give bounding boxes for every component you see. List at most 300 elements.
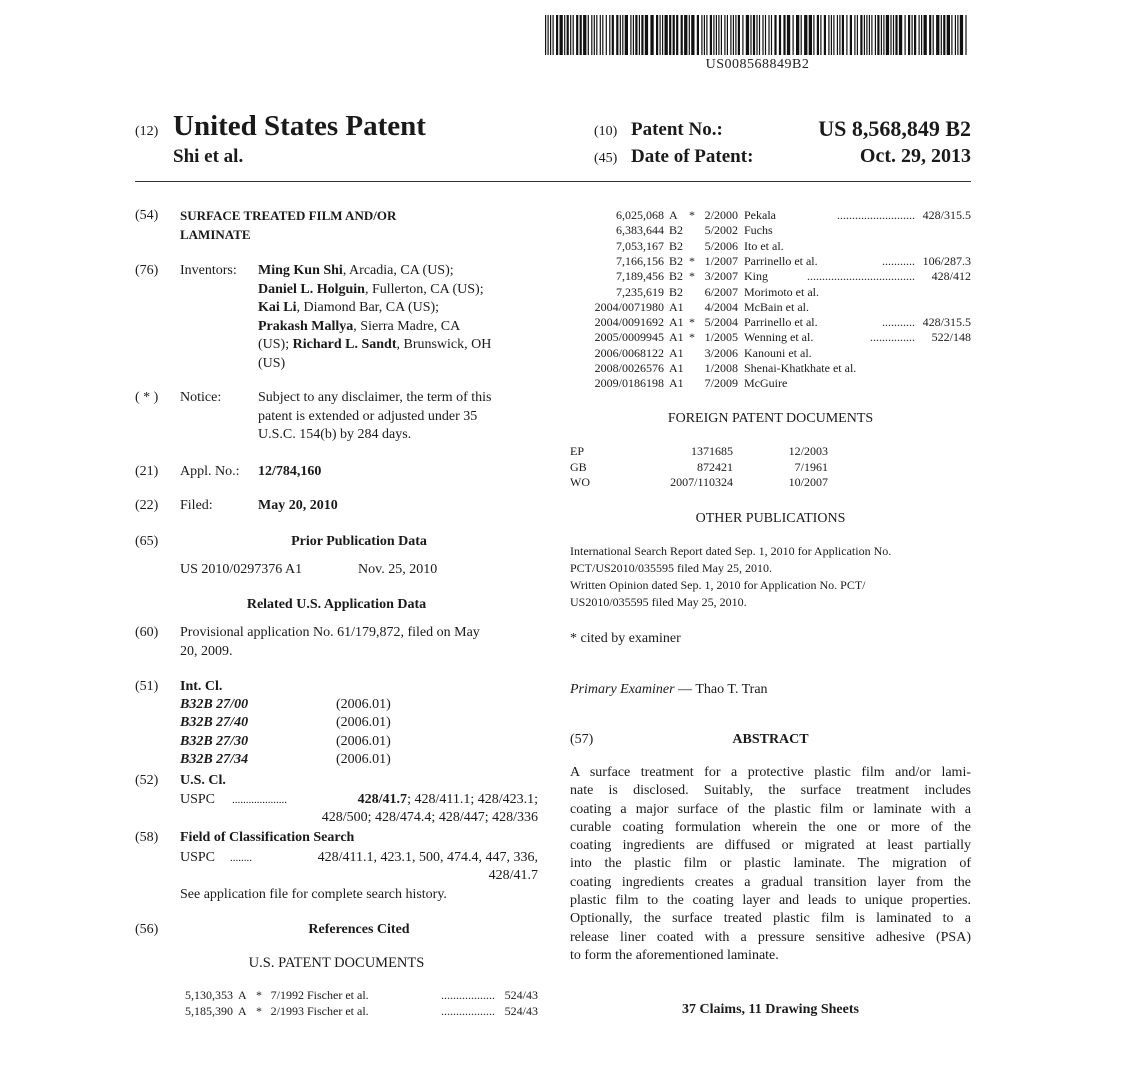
barcode-bar	[635, 15, 637, 55]
barcode-bar	[895, 15, 897, 55]
reference-row	[570, 254, 971, 269]
inventor-location: , Arcadia, CA (US);	[342, 263, 454, 278]
barcode-bar	[774, 15, 776, 55]
barcode-bar	[783, 15, 785, 55]
field-dots: ........	[230, 852, 252, 864]
barcode-bar	[860, 15, 862, 55]
filed-label: Filed:	[180, 498, 213, 513]
header-rule	[135, 181, 971, 182]
barcode-bar	[738, 15, 740, 55]
barcode-bar	[567, 15, 569, 55]
ref-name: Kanouni et al.	[744, 345, 812, 360]
appl-label: Appl. No.:	[180, 464, 240, 479]
ref-star: *	[689, 330, 695, 345]
barcode-bar	[753, 15, 755, 55]
provisional-line: 20, 2009.	[180, 643, 233, 659]
barcode-bar	[804, 15, 807, 55]
intcl-year: (2006.01)	[336, 734, 391, 749]
code-10: (10)	[594, 124, 618, 139]
foreign-date: 7/1961	[794, 459, 828, 474]
ref-star: *	[689, 269, 695, 284]
ref-kind: A1	[669, 361, 684, 375]
ref-kind: A1	[669, 345, 684, 360]
barcode-bar	[564, 15, 565, 55]
barcode-bar	[871, 15, 872, 55]
barcode-bar	[553, 15, 554, 55]
barcode-bar	[957, 15, 958, 55]
abstract-line: coating ingredients are diffused or migrated at least partially	[570, 838, 971, 854]
barcode-bar	[548, 15, 549, 55]
us-docs-heading: U.S. PATENT DOCUMENTS	[248, 955, 425, 971]
abstract-line: nate is disclosed. Suitably, the surface treatment includes	[570, 783, 971, 799]
examiner	[570, 681, 768, 700]
invention-title-line: SURFACE TREATED FILM AND/OR	[180, 208, 397, 223]
filed-date: May 20, 2010	[258, 498, 338, 513]
other-publications	[570, 543, 971, 611]
patent-title: United States Patent	[173, 110, 426, 142]
ref-star: *	[256, 988, 262, 1002]
ref-date: 7/2009	[704, 376, 738, 391]
ref-date: 5/2002	[704, 223, 738, 238]
foreign-country: EP	[570, 444, 585, 458]
ref-kind: B2	[669, 253, 684, 268]
inventor-line	[258, 262, 538, 281]
other-pub-line: Written Opinion dated Sep. 1, 2010 for Application No. PCT/	[570, 578, 866, 592]
ref-number: 2005/0009945	[594, 330, 664, 345]
barcode-bar	[556, 15, 558, 55]
abstract-text	[570, 764, 971, 965]
barcode-bar	[625, 15, 628, 55]
abstract-line: coating ingredients creates a gradual transition layer from the	[570, 874, 971, 890]
barcode-bar	[650, 15, 653, 55]
barcode-bar	[828, 15, 829, 55]
ref-class: 524/43	[504, 988, 538, 1002]
foreign-date: 10/2007	[788, 475, 828, 489]
barcode-bar	[669, 15, 671, 55]
ref-number: 6,025,068	[616, 208, 664, 222]
ref-name: King	[744, 269, 768, 284]
abstract-line: into the plastic film or plastic laminate. The migration of	[570, 856, 971, 872]
barcode-bar	[727, 15, 728, 55]
barcode-bar	[768, 15, 769, 55]
ref-star: *	[689, 208, 695, 222]
barcode-bar	[796, 15, 799, 55]
examiner-label: Primary Examiner	[570, 682, 675, 697]
invention-title-line: LAMINATE	[180, 226, 251, 242]
barcode-bar	[886, 15, 889, 55]
code-60: (60)	[135, 625, 159, 640]
invention-title	[180, 207, 396, 244]
barcode-bar	[801, 15, 802, 55]
patent-date: Oct. 29, 2013	[859, 145, 971, 167]
barcode-bar	[833, 15, 834, 55]
reference-row	[570, 315, 971, 330]
intcl-code: B32B 27/34	[180, 752, 249, 767]
ref-kind: B2	[669, 238, 684, 253]
notice-line: U.S.C. 154(b) by 284 days.	[258, 427, 412, 442]
inventor-location: (US)	[258, 355, 286, 371]
notice-label: Notice:	[180, 390, 222, 405]
barcode-bar	[600, 15, 601, 55]
barcode-bar	[850, 15, 852, 55]
intcl-year: (2006.01)	[336, 752, 391, 767]
barcode-bar	[750, 15, 751, 55]
inventor-name: Ming Kun Shi	[258, 263, 343, 278]
barcode-bar	[545, 15, 546, 55]
barcode-bar	[905, 15, 906, 55]
barcode-bar	[881, 15, 882, 55]
barcode-bar	[735, 15, 736, 55]
ref-star: *	[689, 253, 695, 268]
inventor-name: Richard L. Sandt	[292, 337, 397, 352]
ref-number: 7,189,456	[616, 269, 664, 284]
barcode-bar	[875, 15, 876, 55]
inventor-line	[258, 355, 538, 374]
ref-dots: ..........................	[837, 208, 915, 222]
ref-dots: ...........	[882, 253, 915, 268]
ref-number: 5,185,390	[185, 1003, 233, 1018]
uspc-main: 428/41.7	[357, 792, 408, 807]
barcode-bar	[912, 15, 913, 55]
code-56: (56)	[135, 922, 159, 937]
prior-pub-date: Nov. 25, 2010	[358, 562, 438, 577]
ref-date: 5/2004	[704, 315, 738, 330]
notice-text	[258, 389, 538, 445]
ref-name: Fuchs	[744, 223, 773, 238]
ref-date: 4/2004	[704, 299, 738, 314]
barcode-bar	[550, 15, 551, 55]
barcode-bar	[864, 15, 865, 55]
barcode-bar	[704, 15, 705, 55]
code-58: (58)	[135, 830, 159, 845]
ref-star: *	[689, 315, 695, 330]
code-22: (22)	[135, 498, 159, 513]
barcode-bar	[576, 15, 578, 55]
barcode-bar	[697, 15, 699, 55]
foreign-row	[570, 460, 830, 475]
field-line2: 428/41.7	[488, 868, 538, 883]
code-21: (21)	[135, 464, 159, 479]
barcode-bar	[713, 15, 714, 55]
ref-number: 2009/0186198	[594, 376, 664, 391]
ref-dots: ...............	[870, 330, 915, 345]
barcode-bar	[665, 15, 668, 55]
ref-date: 1/2008	[704, 361, 738, 375]
ref-kind: A1	[669, 299, 684, 314]
abstract-heading: ABSTRACT	[732, 732, 809, 747]
inventor-location: , Brunswick, OH	[396, 337, 492, 352]
prior-pub-number: US 2010/0297376 A1	[180, 562, 303, 577]
barcode-bar	[724, 15, 725, 55]
barcode-bar	[779, 15, 781, 55]
ref-number: 5,130,353	[185, 988, 233, 1002]
uspc-line1	[358, 791, 538, 810]
ref-date: 6/2007	[704, 284, 738, 299]
barcode-bar	[645, 15, 648, 55]
inventor-location: , Fullerton, CA (US);	[364, 281, 484, 297]
ref-number: 7,166,156	[616, 253, 664, 268]
other-pub-line: International Search Report dated Sep. 1, 2010 for Application No.	[570, 544, 892, 558]
inventor-location: , Diamond Bar, CA (US);	[296, 300, 440, 315]
barcode-bar	[612, 15, 614, 55]
barcode-bar	[721, 15, 722, 55]
ref-name: Pekala	[744, 208, 776, 222]
field-search-label: Field of Classification Search	[180, 830, 355, 845]
code-54: (54)	[135, 208, 159, 223]
ref-number: 2008/0026576	[594, 361, 664, 375]
barcode-bar	[641, 15, 643, 55]
ref-name: Wenning et al.	[744, 330, 814, 345]
barcode-bar	[936, 15, 939, 55]
barcode-bar	[955, 15, 956, 55]
ref-name: Parrinello et al.	[744, 253, 818, 268]
barcode-bar	[673, 15, 675, 55]
ref-date: 1/2007	[704, 253, 738, 268]
barcode-bar	[656, 15, 658, 55]
ref-date: 3/2006	[704, 345, 738, 360]
inventor-location: (US);	[258, 337, 293, 352]
barcode-bar	[606, 15, 607, 55]
barcode-bar	[787, 15, 790, 55]
barcode-bar	[684, 15, 687, 55]
examiner-name: — Thao T. Tran	[674, 682, 768, 697]
barcode-bar	[921, 15, 922, 55]
barcode-bar	[742, 15, 743, 55]
foreign-heading: FOREIGN PATENT DOCUMENTS	[667, 411, 874, 426]
ref-number: 2006/0068122	[594, 345, 664, 360]
ref-date: 3/2007	[704, 269, 738, 284]
barcode-bar	[616, 15, 618, 55]
barcode-bar	[857, 15, 858, 55]
ref-kind: A1	[669, 376, 684, 391]
ref-date: 1/2005	[704, 330, 738, 345]
ref-date: 2/1993	[270, 1003, 304, 1018]
uspc-label: USPC	[180, 792, 216, 807]
other-pub-line: US2010/035595 filed May 25, 2010.	[570, 595, 747, 609]
ref-name: Morimoto et al.	[744, 284, 819, 299]
ref-name: Fischer et al.	[307, 988, 369, 1002]
reference-row	[570, 376, 971, 391]
barcode-bar	[609, 15, 610, 55]
ref-date: 2/2000	[704, 208, 738, 222]
code-notice: ( * )	[135, 390, 159, 405]
barcode-bar	[771, 15, 772, 55]
uspc-rest: ; 428/411.1; 428/423.1;	[407, 792, 538, 807]
reference-row	[570, 361, 971, 376]
code-65: (65)	[135, 534, 159, 549]
ref-class: 522/148	[931, 330, 971, 345]
ref-name: Shenai-Khatkhate et al.	[744, 361, 857, 375]
barcode-bar	[662, 15, 663, 55]
barcode-bar	[580, 15, 582, 55]
barcode-bar	[639, 15, 640, 55]
other-heading: OTHER PUBLICATIONS	[695, 511, 846, 526]
barcode-bar	[730, 15, 731, 55]
inventor-short: Shi et al.	[173, 146, 244, 167]
inventors-label: Inventors:	[180, 263, 237, 278]
barcode-bar	[759, 15, 760, 55]
barcode-bar	[951, 15, 952, 55]
barcode-bar	[681, 15, 683, 55]
patent-number: US 8,568,849 B2	[818, 116, 971, 141]
barcode-bar	[594, 15, 595, 55]
patent-no-label: Patent No.:	[631, 119, 723, 140]
barcode-bar	[831, 15, 832, 55]
ref-name: Fischer et al.	[307, 1003, 369, 1018]
barcode-bar	[573, 15, 574, 55]
ref-dots: ....................................	[807, 269, 915, 284]
barcode-bar	[933, 15, 934, 55]
barcode-bar	[701, 15, 702, 55]
barcode-bar	[842, 15, 844, 55]
ref-dots: ...........	[882, 315, 915, 330]
barcode-bar	[965, 15, 966, 55]
barcode-bar	[960, 15, 963, 55]
ref-class: 428/315.5	[922, 208, 971, 222]
code-12: (12)	[135, 124, 159, 139]
foreign-country: GB	[570, 459, 587, 474]
abstract-line: curable coating formulation wherein the one or more of the	[570, 819, 971, 835]
barcode-bar	[762, 15, 763, 55]
foreign-number: 1371685	[691, 444, 733, 458]
uspc-line2: 428/500; 428/474.4; 428/447; 428/336	[321, 810, 538, 825]
ref-dots: ..................	[441, 1003, 495, 1018]
ref-kind: A	[238, 1003, 247, 1018]
barcode-bar	[893, 15, 894, 55]
barcode-bar	[824, 15, 826, 55]
barcode-bar	[820, 15, 821, 55]
barcode-bar	[929, 15, 931, 55]
barcode-bar	[620, 15, 621, 55]
barcode-bar	[866, 15, 867, 55]
ref-name: McGuire	[744, 376, 788, 391]
abstract-line: coating a major surface of the plastic film or laminate with a	[570, 801, 971, 817]
barcode-bar	[733, 15, 734, 55]
ref-kind: A1	[669, 315, 684, 330]
ref-number: 2004/0091692	[594, 315, 664, 330]
date-label: Date of Patent:	[631, 146, 754, 167]
barcode-bar	[869, 15, 870, 55]
field-see: See application file for complete search history.	[180, 887, 447, 902]
foreign-country: WO	[570, 475, 590, 489]
ref-number: 7,053,167	[616, 238, 664, 253]
barcode-number: US008568849B2	[705, 57, 810, 72]
intcl-code: B32B 27/00	[180, 697, 249, 712]
code-76: (76)	[135, 263, 159, 278]
reference-row	[570, 269, 971, 284]
barcode-bar	[765, 15, 766, 55]
barcode-bar	[941, 15, 942, 55]
barcode-bar	[591, 15, 592, 55]
ref-name: McBain et al.	[744, 299, 809, 314]
abstract-line: release liner coated with a pressure sensitive adhesive (PSA)	[570, 929, 971, 945]
intcl-label: Int. Cl.	[180, 679, 223, 694]
intcl-year: (2006.01)	[336, 715, 391, 730]
barcode-bar	[716, 15, 717, 55]
barcode-bar	[809, 15, 812, 55]
inventor-line	[258, 299, 538, 318]
barcode-bar	[947, 15, 950, 55]
barcode-bar	[630, 15, 631, 55]
related-heading: Related U.S. Application Data	[246, 597, 427, 612]
barcode-bar	[596, 15, 597, 55]
intcl-year: (2006.01)	[336, 697, 391, 712]
barcode-bar	[718, 15, 719, 55]
barcode-bar	[622, 15, 623, 55]
barcode-bar	[914, 15, 916, 55]
claims-summary: 37 Claims, 11 Drawing Sheets	[682, 1002, 859, 1017]
ref-number: 2004/0071980	[594, 299, 664, 314]
barcode-bar	[813, 15, 814, 55]
barcode-bar	[756, 15, 757, 55]
ref-dots: ..................	[441, 988, 495, 1002]
barcode-bar	[883, 15, 884, 55]
uscl-label: U.S. Cl.	[180, 773, 226, 788]
code-57: (57)	[570, 732, 594, 747]
ref-kind: A	[238, 988, 247, 1002]
reference-row	[170, 1004, 538, 1019]
ref-kind: B2	[669, 223, 684, 238]
reference-row	[570, 300, 971, 315]
abstract-line: A surface treatment for a protective plastic film and/or lami-	[570, 765, 971, 780]
code-52: (52)	[135, 773, 159, 788]
foreign-number: 2007/110324	[670, 475, 733, 489]
field-uspc-label: USPC	[180, 850, 216, 865]
barcode-bar	[710, 15, 712, 55]
barcode-bar	[877, 15, 879, 55]
barcode-bar	[839, 15, 840, 55]
foreign-row	[570, 475, 830, 490]
barcode-bar	[633, 15, 634, 55]
abstract-line: to form the aforementioned laminate.	[570, 947, 779, 963]
intcl-code: B32B 27/40	[180, 715, 249, 730]
barcode-bar	[854, 15, 855, 55]
barcode-bar	[817, 15, 819, 55]
barcode-bar	[837, 15, 838, 55]
barcode	[545, 15, 970, 55]
ref-number: 6,383,644	[616, 223, 664, 238]
inventors-list	[258, 262, 538, 373]
other-pub-line: PCT/US2010/035595 filed May 25, 2010.	[570, 561, 773, 575]
abstract-line: Optionally, the surface treated plastic film is laminated to a	[570, 911, 971, 927]
appl-number: 12/784,160	[258, 464, 322, 479]
ref-kind: A1	[669, 330, 684, 345]
barcode-bar	[899, 15, 902, 55]
reference-row	[570, 330, 971, 345]
barcode-bar	[706, 15, 707, 55]
ref-date: 5/2006	[704, 238, 738, 253]
ref-star: *	[256, 1003, 262, 1018]
barcode-bar	[793, 15, 794, 55]
reference-row	[570, 208, 971, 223]
barcode-bar	[924, 15, 927, 55]
barcode-bar	[570, 15, 571, 55]
uspc-dots: ....................	[232, 794, 287, 806]
barcode-bar	[602, 15, 603, 55]
barcode-bar	[846, 15, 847, 55]
prior-pub-heading: Prior Publication Data	[291, 534, 427, 549]
barcode-bar	[588, 15, 589, 55]
barcode-bar	[689, 15, 690, 55]
inventor-line	[258, 336, 538, 355]
ref-date: 7/1992	[270, 988, 304, 1002]
inventor-location: , Sierra Madre, CA	[353, 318, 461, 334]
provisional-text	[180, 624, 538, 661]
field-line1: 428/411.1, 423.1, 500, 474.4, 447, 336,	[317, 850, 538, 865]
ref-class: 428/412	[931, 269, 971, 284]
ref-name: Parrinello et al.	[744, 315, 818, 330]
notice-line: patent is extended or adjusted under 35	[258, 408, 478, 424]
